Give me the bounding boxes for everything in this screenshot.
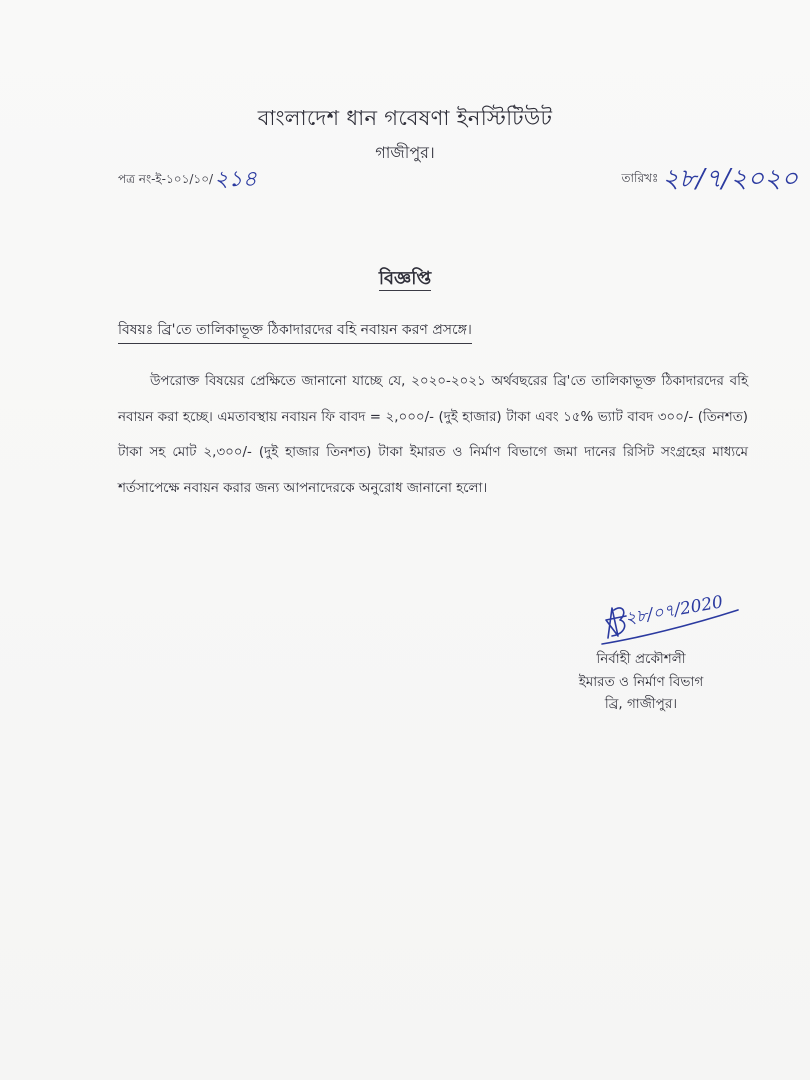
organization-name: বাংলাদেশ ধান গবেষণা ইনস্টিটিউট <box>257 106 553 130</box>
signature-handwritten-date: ২৮/০৭/2020 <box>623 592 725 630</box>
reference-number <box>118 162 257 199</box>
notice-subject: বিষয়ঃ ব্রি'তে তালিকাভূক্ত ঠিকাদারদের বহি নবায়ন করণ প্রসঙ্গে। <box>118 318 472 344</box>
notice-body: উপরোক্ত বিষয়ের প্রেক্ষিতে জানানো যাচ্ছে যে, ২০২০-২০২১ অর্থবছরের ব্রি'তে তালিকাভূক্ত ঠিকাদারদের বহি নবায়ন করা হচ্ছে। এমতাবস্থায় নবায়ন ফি বাবদ = ২,০০০/- (দুই হাজার) টাকা এবং ১৫% ভ্যাট বাবদ ৩০০/- (তিনশত) টাকা সহ মোট ২,৩০০/- (দুই হাজার তিনশত) টাকা ইমারত ও নির্মাণ বিভাগে জমা দানের রিসিট সংগ্রহের মাধ্যমে শর্তসাপেক্ষে নবায়ন করার জন্য আপনাদেরকে অনুরোধ জানানো হলো। <box>118 374 748 496</box>
date-handwritten-value: ২৮/৭/২০২০ <box>662 164 798 194</box>
notice-heading <box>0 264 810 295</box>
notice-heading-text: বিজ্ঞপ্তি <box>378 268 432 289</box>
letter-date <box>622 158 798 202</box>
signatory-designation: নির্বাহী প্রকৌশলী <box>596 651 686 667</box>
reference-handwritten-number: ২১৪ <box>214 167 257 192</box>
date-label: তারিখঃ <box>621 171 659 185</box>
signatory-office: ব্রি, গাজীপুর। <box>604 696 678 712</box>
signatory-department: ইমারত ও নির্মাণ বিভাগ <box>578 673 704 690</box>
reference-label: পত্র নং-ই-১০১/১০/ <box>118 172 214 186</box>
organization-city: গাজীপুর। <box>375 143 435 162</box>
signatory-block <box>556 648 726 716</box>
